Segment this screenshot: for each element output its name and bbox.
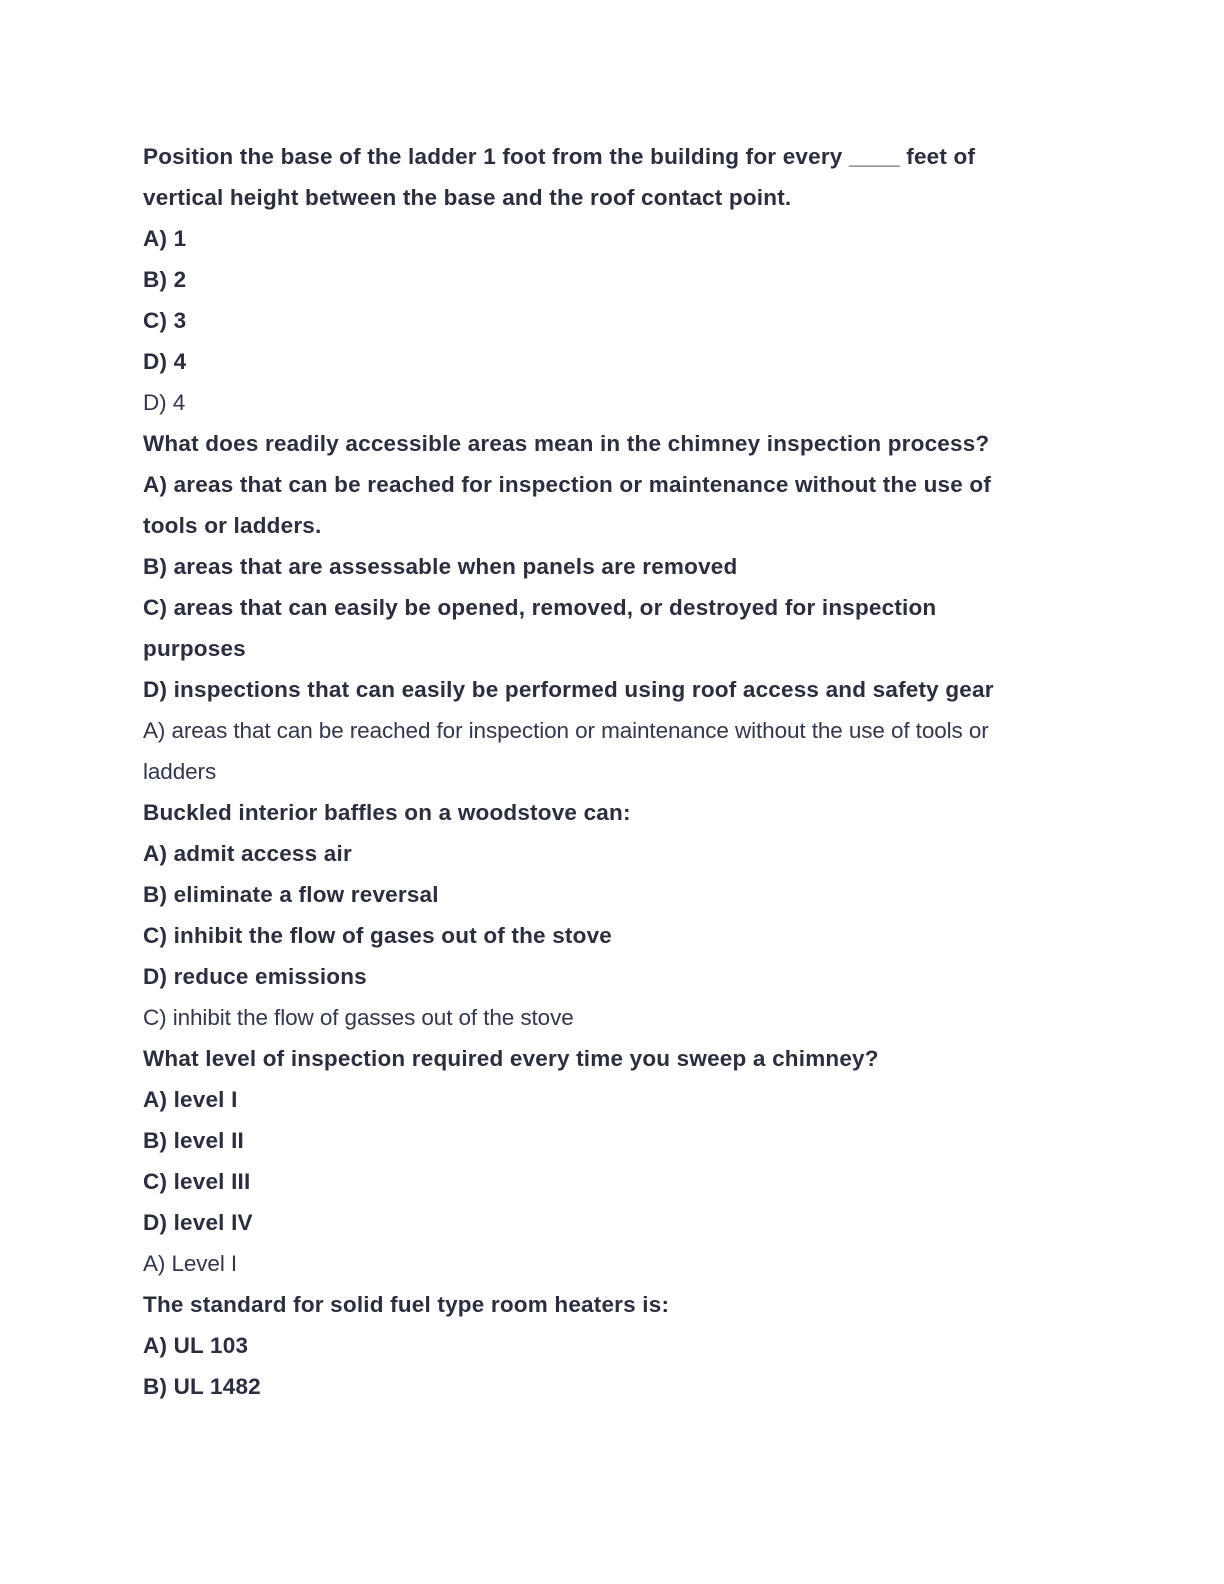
question-text: What level of inspection required every time you sweep a chimney? [143, 1046, 879, 1071]
answer-text: A) areas that can be reached for inspection or maintenance without the use of tools or [143, 718, 989, 743]
question-text: Position the base of the ladder 1 foot from the building for every ____ feet of [143, 144, 976, 169]
answer-text: ladders [143, 759, 217, 784]
option-a: A) areas that can be reached for inspection or maintenance without the use of [143, 472, 992, 497]
question-block [143, 138, 1063, 425]
option-b: B) eliminate a flow reversal [143, 882, 439, 907]
document-page [143, 138, 1063, 1409]
option-a: A) 1 [143, 226, 187, 251]
option-a: A) UL 103 [143, 1333, 249, 1358]
option-b: B) areas that are assessable when panels are removed [143, 554, 738, 579]
option-b: B) 2 [143, 267, 187, 292]
option-d: D) 4 [143, 349, 187, 374]
option-d: D) inspections that can easily be performed using roof access and safety gear [143, 677, 994, 702]
option-c: C) areas that can easily be opened, removed, or destroyed for inspection [143, 595, 937, 620]
question-block [143, 1286, 1063, 1409]
question-block [143, 794, 1063, 1040]
question-block [143, 1040, 1063, 1286]
option-b: B) UL 1482 [143, 1374, 261, 1399]
question-text: Buckled interior baffles on a woodstove can: [143, 800, 631, 825]
question-text: vertical height between the base and the roof contact point. [143, 185, 792, 210]
option-c: C) 3 [143, 308, 187, 333]
option-a: A) admit access air [143, 841, 352, 866]
option-a: A) level I [143, 1087, 238, 1112]
question-block [143, 425, 1063, 794]
answer-text: D) 4 [143, 390, 186, 415]
option-d: D) level IV [143, 1210, 253, 1235]
answer-text: C) inhibit the flow of gasses out of the stove [143, 1005, 574, 1030]
option-c: C) level III [143, 1169, 251, 1194]
question-text: What does readily accessible areas mean in the chimney inspection process? [143, 431, 990, 456]
option-d: D) reduce emissions [143, 964, 367, 989]
option-a: tools or ladders. [143, 513, 322, 538]
answer-text: A) Level I [143, 1251, 238, 1276]
option-c: purposes [143, 636, 246, 661]
option-b: B) level II [143, 1128, 244, 1153]
question-text: The standard for solid fuel type room heaters is: [143, 1292, 670, 1317]
option-c: C) inhibit the flow of gases out of the stove [143, 923, 612, 948]
